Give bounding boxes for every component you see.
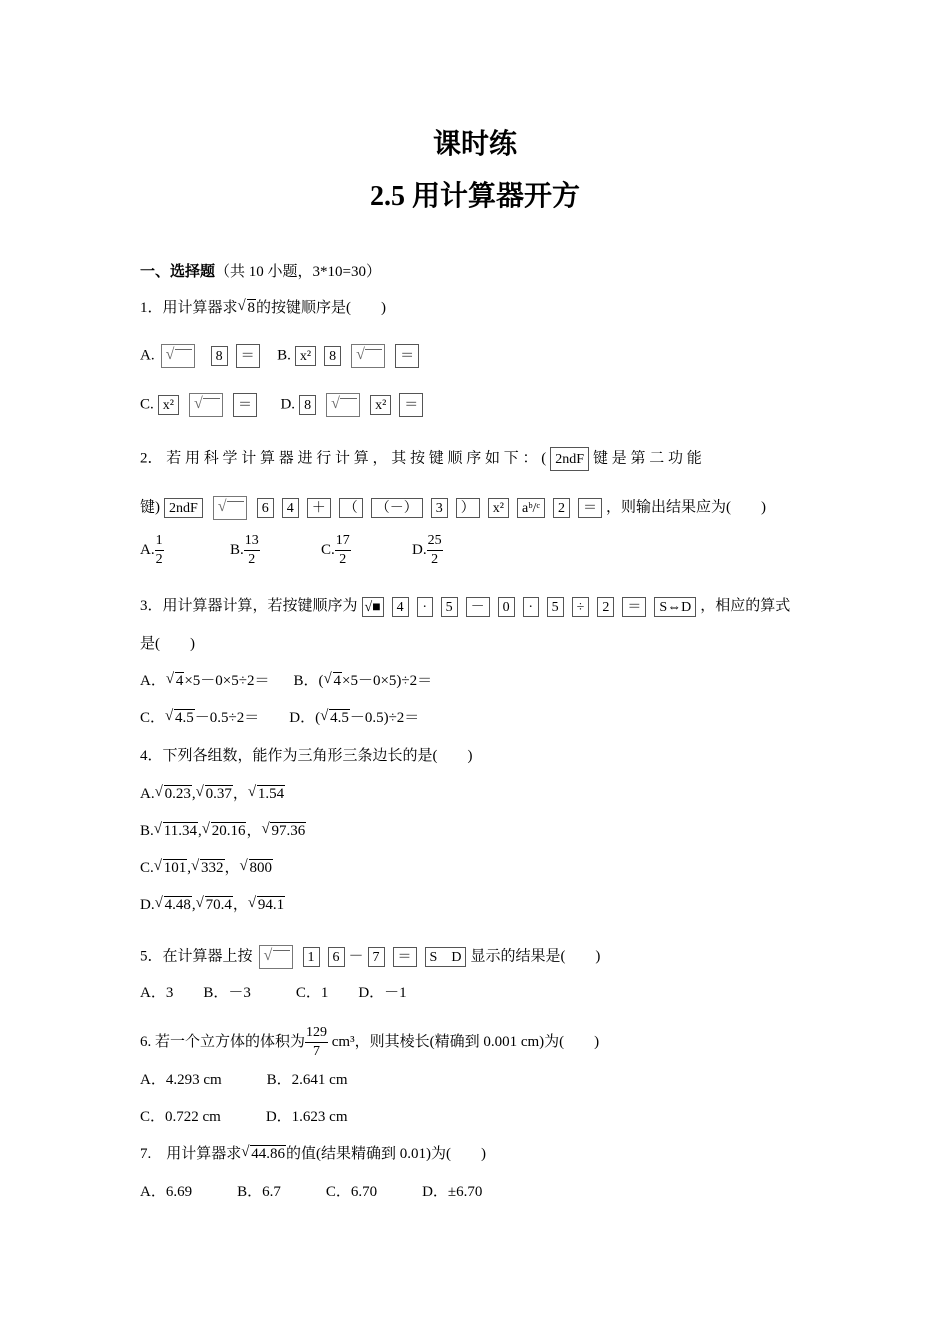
- sqrt-key-icon: [189, 393, 223, 417]
- key-0: 0: [498, 597, 515, 617]
- q7-radical: [241, 1144, 286, 1164]
- q3-stem-a: 3．用计算器计算，若按键顺序为: [140, 598, 358, 614]
- question-4-option-c: C.√ 101,√ 332，√ 800: [140, 858, 273, 878]
- q4-radicand: 4.48: [164, 897, 191, 913]
- q2-option-a-label: A.: [140, 541, 155, 558]
- question-2-stem: [140, 447, 702, 471]
- sqrt-key-icon: [351, 344, 385, 368]
- q2-option-d-label: D.: [412, 541, 427, 558]
- q4-radicand: 800: [249, 860, 273, 876]
- q2-option-b-den: 2: [248, 552, 256, 567]
- key-5: 5: [441, 597, 458, 617]
- q1-radicand: 8: [247, 300, 256, 316]
- q3-option-b-label: B．(: [293, 673, 324, 689]
- q4-radicand: 0.23: [164, 786, 191, 802]
- key-6: 6: [328, 947, 345, 967]
- key-equals: ＝: [395, 344, 419, 368]
- q4-radicand: 70.4: [205, 897, 232, 913]
- q2-option-d-num: 25: [427, 532, 443, 551]
- question-1-stem: [140, 298, 386, 318]
- key-equals: ＝: [622, 597, 646, 617]
- page-title: 课时练: [432, 129, 517, 160]
- q4-radical: [154, 821, 198, 841]
- key-fraction: aᵇ/ᶜ: [517, 498, 545, 518]
- section-heading-label: 一、选择题: [140, 264, 216, 280]
- q2-option-c-den: 2: [339, 552, 347, 567]
- q2-stem-d: ，则输出结果应为( ): [606, 499, 767, 516]
- q6-fraction: [305, 1024, 328, 1061]
- q4-radical: [191, 858, 225, 878]
- minus-sign: －: [348, 948, 364, 965]
- key-5: 5: [547, 597, 564, 617]
- key-dot: ·: [523, 597, 539, 617]
- q4-option-label: D.: [140, 897, 155, 913]
- q4-radical: [240, 858, 274, 878]
- key-4: 4: [282, 498, 299, 518]
- q2-option-a: [140, 532, 230, 569]
- q2-option-d-den: 2: [431, 552, 439, 567]
- q4-radicand: 94.1: [257, 897, 285, 913]
- key-8: 8: [211, 346, 228, 366]
- q4-radicand: 97.36: [271, 823, 306, 839]
- question-6-stem: [140, 1024, 599, 1061]
- q3-stem-b: ，相应的算式: [700, 598, 791, 614]
- key-equals: ＝: [233, 393, 257, 417]
- question-5-stem: [140, 945, 600, 969]
- q6-denominator: 7: [313, 1044, 321, 1059]
- question-4-option-a: A.√ 0.23,√ 0.37，√ 1.54: [140, 784, 285, 804]
- q3-option-c-label: C．: [140, 710, 166, 726]
- lesson-title: 2.5 用计算器开方: [369, 181, 580, 212]
- question-2-keys: [140, 496, 766, 520]
- key-s-d: S D: [425, 947, 467, 967]
- key-equals: ＝: [393, 947, 417, 967]
- key-s-to-d: S⇔D: [654, 597, 696, 617]
- q4-option-label: A.: [140, 786, 155, 802]
- q3-option-a-radical: [166, 671, 185, 691]
- q4-radical: [202, 821, 247, 841]
- question-2-options: [140, 532, 503, 569]
- q2-option-d: [412, 532, 503, 569]
- key-dot: ·: [417, 597, 433, 617]
- q4-radicand: 20.16: [211, 823, 246, 839]
- q3-option-a-rest: ×5－0×5÷2＝: [184, 673, 270, 689]
- question-3-options-cd: [140, 708, 419, 728]
- q4-option-label: C.: [140, 860, 154, 876]
- question-3-stem-cont: 是( ): [140, 636, 195, 652]
- q3-option-c-radicand: 4.5: [175, 710, 194, 726]
- section-note: （共 10 小题，3*10=30）: [215, 264, 381, 280]
- question-3-stem: [140, 596, 790, 617]
- q3-option-d-radical: [320, 708, 350, 728]
- key-open-paren: （: [339, 498, 363, 518]
- q5-stem-a: 5．在计算器上按: [140, 948, 253, 965]
- q2-option-b: [230, 532, 321, 569]
- q2-option-a-num: 1: [155, 532, 164, 551]
- question-7-options: A．6.69 B．6.7 C．6.70 D．±6.70: [140, 1184, 483, 1200]
- q2-option-c-label: C.: [321, 541, 335, 558]
- key-6: 6: [257, 498, 274, 518]
- q1-option-a-label: A.: [140, 347, 155, 364]
- q7-stem-b: 的值(结果精确到 0.01)为( ): [286, 1146, 486, 1162]
- key-negative: （－）: [371, 498, 423, 518]
- q3-option-d-label: D．(: [289, 710, 321, 726]
- key-2: 2: [553, 498, 570, 518]
- q4-radical: [248, 895, 285, 915]
- question-4-stem: 4．下列各组数，能作为三角形三条边长的是( ): [140, 748, 473, 764]
- key-2ndf: 2ndF: [164, 498, 203, 518]
- q1-option-b-label: B.: [277, 347, 291, 364]
- q2-option-a-den: 2: [155, 552, 163, 567]
- q4-option-label: B.: [140, 823, 154, 839]
- key-close-paren: ）: [456, 498, 480, 518]
- q2-option-c-num: 17: [335, 532, 351, 551]
- q2-option-c-fraction: [335, 532, 351, 569]
- key-divide: ÷: [572, 597, 590, 617]
- question-7-stem: [140, 1144, 486, 1164]
- q3-option-c-rest: －0.5÷2＝: [194, 710, 260, 726]
- q3-option-b-rest: ×5－0×5)÷2＝: [342, 673, 433, 689]
- question-6-options-ab: A．4.293 cm B．2.641 cm: [140, 1072, 348, 1088]
- key-x2: x²: [295, 346, 316, 366]
- q2-option-d-fraction: [427, 532, 443, 569]
- q4-radical: [155, 895, 192, 915]
- key-8: 8: [299, 395, 316, 415]
- q7-radicand: 44.86: [251, 1146, 286, 1162]
- question-3-options-ab: [140, 671, 432, 691]
- question-1-options-cd: [140, 393, 427, 417]
- key-plus: ＋: [307, 498, 331, 518]
- key-minus: －: [466, 597, 490, 617]
- q4-radical: [248, 784, 285, 804]
- key-3: 3: [431, 498, 448, 518]
- q3-option-a-label: A．: [140, 673, 166, 689]
- q3-option-a-radicand: 4: [175, 673, 184, 689]
- q4-radicand: 0.37: [205, 786, 232, 802]
- question-5-options: A．3 B．－3 C．1 D．－1: [140, 985, 407, 1001]
- q7-stem-a: 7. 用计算器求: [140, 1146, 242, 1162]
- q6-stem-b: cm³，则其棱长(精确到 0.001 cm)为( ): [328, 1033, 600, 1050]
- q4-radical: [155, 784, 192, 804]
- question-6-options-cd: C．0.722 cm D．1.623 cm: [140, 1109, 348, 1125]
- sqrt-key-icon: [161, 344, 195, 368]
- q2-stem-a: 2． 若 用 科 学 计 算 器 进 行 计 算 ， 其 按 键 顺 序 如 下 ： (: [140, 450, 547, 467]
- q3-option-d-rest: －0.5)÷2＝: [349, 710, 420, 726]
- key-2: 2: [597, 597, 614, 617]
- q2-stem-c: 键): [140, 499, 160, 516]
- q4-radical: [196, 784, 233, 804]
- q2-option-b-num: 13: [244, 532, 260, 551]
- key-x2: x²: [158, 395, 179, 415]
- key-8: 8: [324, 346, 341, 366]
- q3-option-b-radical: [324, 671, 343, 691]
- key-4: 4: [392, 597, 409, 617]
- question-4-option-b: B.√ 11.34,√ 20.16，√ 97.36: [140, 821, 306, 841]
- key-1: 1: [303, 947, 320, 967]
- q4-radicand: 1.54: [257, 786, 285, 802]
- sqrt-key-icon: [326, 393, 360, 417]
- key-2ndf: 2ndF: [550, 447, 589, 471]
- key-equals: ＝: [578, 498, 602, 518]
- q2-option-c: [321, 532, 412, 569]
- q2-stem-b: 键 是 第 二 功 能: [593, 450, 702, 467]
- q2-option-b-fraction: [244, 532, 260, 569]
- q1-option-d-label: D.: [280, 396, 296, 413]
- q1-option-c-label: C.: [140, 396, 154, 413]
- q6-stem-a: 6. 若一个立方体的体积为: [140, 1033, 306, 1050]
- q2-option-b-label: B.: [230, 541, 244, 558]
- key-equals: ＝: [399, 393, 423, 417]
- q6-numerator: 129: [305, 1024, 328, 1043]
- sqrt-key-icon: [259, 945, 293, 969]
- sqrt-key-icon: [213, 496, 247, 520]
- q4-radical: [154, 858, 188, 878]
- q3-option-c-radical: [165, 708, 195, 728]
- q5-stem-b: 显示的结果是( ): [470, 948, 601, 965]
- q1-radical: [238, 298, 257, 318]
- q3-option-b-radicand: 4: [333, 673, 342, 689]
- key-equals: ＝: [236, 344, 260, 368]
- q2-option-a-fraction: [155, 532, 164, 569]
- key-x2: x²: [488, 498, 509, 518]
- question-1-options-ab: [140, 344, 423, 368]
- q4-radicand: 11.34: [163, 823, 197, 839]
- q3-option-d-radicand: 4.5: [330, 710, 349, 726]
- question-4-option-d: D.√ 4.48,√ 70.4，√ 94.1: [140, 895, 285, 915]
- q4-radicand: 101: [163, 860, 187, 876]
- key-x2: x²: [370, 395, 391, 415]
- section-heading: [140, 262, 381, 282]
- sqrt-square-key-icon: √■: [362, 597, 384, 617]
- key-7: 7: [368, 947, 385, 967]
- q1-stem-a: 1．用计算器求: [140, 300, 238, 316]
- q1-stem-b: 的按键顺序是( ): [256, 300, 387, 316]
- q4-radicand: 332: [201, 860, 224, 876]
- q4-radical: [196, 895, 233, 915]
- q4-radical: [261, 821, 306, 841]
